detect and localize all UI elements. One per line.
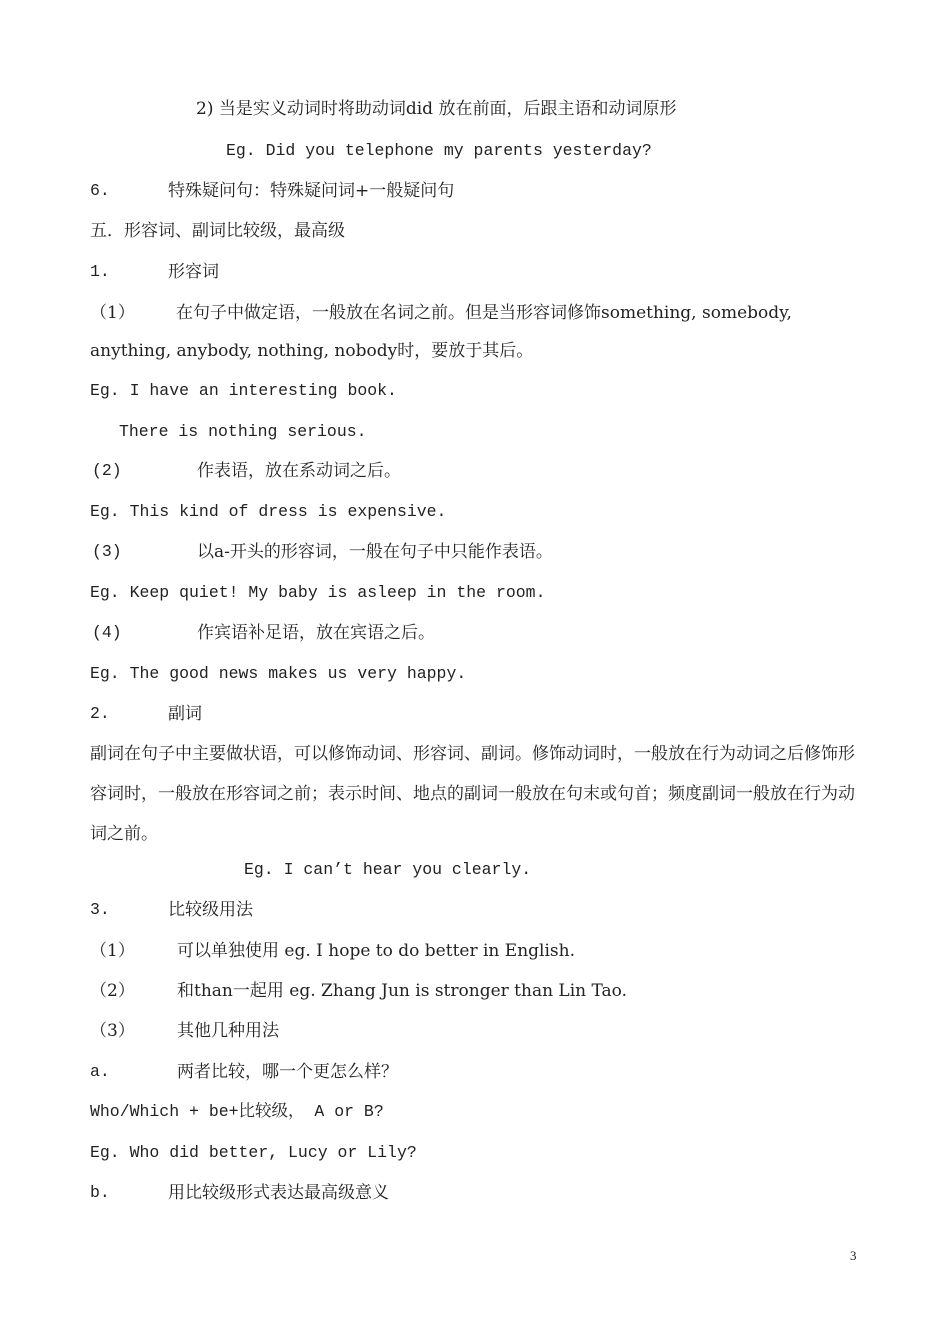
example-line: Eg. This kind of dress is expensive. — [90, 502, 447, 521]
text-line: 两者比较，哪一个更怎么样？ — [177, 1062, 398, 1082]
list-number: （2） — [90, 981, 135, 1001]
text-line: 作表语，放在系动词之后。 — [197, 461, 401, 481]
page-number: 3 — [850, 1248, 857, 1263]
list-number: 1. — [90, 262, 110, 281]
example-line: Eg. Did you telephone my parents yesterday? — [226, 141, 652, 160]
text-line: anything, anybody, nothing, nobody时，要放于其后。 — [90, 341, 534, 361]
list-number: 2. — [90, 704, 110, 723]
paragraph: 副词在句子中主要做状语，可以修饰动词、形容词、副词。修饰动词时，一般放在行为动词之后修饰形容词时，一般放在形容词之前；表示时间、地点的副词一般放在句末或句首；频度副词一般放在行为动词之前。 — [90, 744, 855, 844]
text-line: 以a-开头的形容词，一般在句子中只能作表语。 — [197, 542, 553, 562]
list-number: 6. — [90, 181, 110, 200]
list-number: （1） — [90, 303, 135, 323]
list-letter: b. — [90, 1183, 110, 1202]
heading-line: 特殊疑问句：特殊疑问词+一般疑问句 — [168, 181, 455, 201]
subsection-heading: 比较级用法 — [168, 900, 253, 920]
example-line: Eg. Keep quiet! My baby is asleep in the room. — [90, 583, 546, 602]
subsection-heading: 副词 — [168, 704, 202, 724]
example-line: Eg. Who did better, Lucy or Lily? — [90, 1143, 417, 1162]
text-line: 作宾语补足语，放在宾语之后。 — [197, 623, 435, 643]
section-heading: 五．形容词、副词比较级，最高级 — [90, 221, 345, 241]
example-line: Eg. I have an interesting book. — [90, 381, 397, 400]
text-line: 和than一起用 eg. Zhang Jun is stronger than Lin Tao. — [177, 981, 628, 1001]
list-number: (2) — [92, 461, 122, 480]
example-line: There is nothing serious. — [119, 422, 367, 441]
list-number: （1） — [90, 941, 135, 961]
list-number: 3. — [90, 900, 110, 919]
list-number: (4) — [92, 623, 122, 642]
list-letter: a. — [90, 1062, 110, 1081]
text-line: 用比较级形式表达最高级意义 — [168, 1183, 389, 1203]
formula-line: Who/Which + be+比较级， A or B? — [90, 1102, 384, 1121]
example-line: Eg. I can’t hear you clearly. — [244, 860, 532, 879]
text-line: 在句子中做定语，一般放在名词之前。但是当形容词修饰something, somebody, — [176, 303, 792, 323]
list-number: （3） — [90, 1021, 135, 1041]
example-line: Eg. The good news makes us very happy. — [90, 664, 467, 683]
text-line: 2) 当是实义动词时将助动词did 放在前面，后跟主语和动词原形 — [196, 99, 677, 119]
text-line: 可以单独使用 eg. I hope to do better in English. — [177, 941, 575, 961]
list-number: (3) — [92, 542, 122, 561]
subsection-heading: 形容词 — [168, 262, 219, 282]
text-line: 其他几种用法 — [177, 1021, 279, 1041]
